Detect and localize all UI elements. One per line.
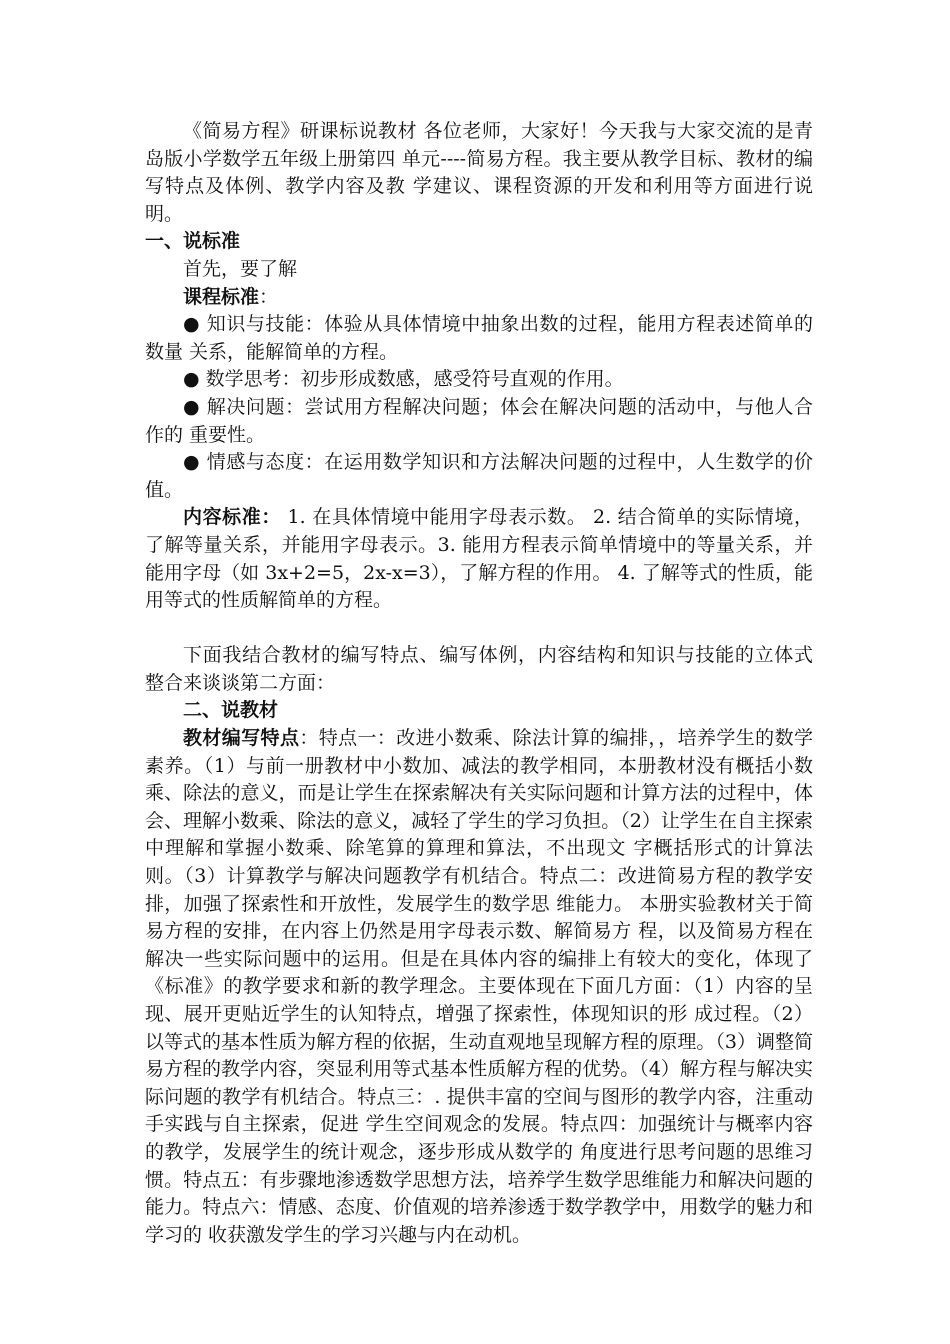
- textbook-features-paragraph: [145, 725, 813, 1249]
- bullet-math-thinking: ● 数学思考：初步形成数感，感受符号直观的作用。: [183, 368, 624, 391]
- content-standard-text: 1. 在具体情境中能用字母表示数。 2. 结合简单的实际情境，了解等量关系，并能用字母表示。3. 能用方程表示简单情境中的等量关系，并能用字母（如 3x+2=5，2x-x=3），了解方程的作用。 4. 了解等式的性质，能用等式的性质解简单的方程。: [145, 506, 813, 612]
- bullet-knowledge: ● 知识与技能：体验从具体情境中抽象出数的过程，能用方程表述简单的数量 关系，能解简单的方程。: [145, 313, 813, 363]
- bullet-problem-solving: ● 解决问题：尝试用方程解决问题；体会在解决问题的活动中，与他人合作的 重要性。: [145, 395, 813, 446]
- document-page: [145, 118, 813, 1249]
- section-2-heading: 二、说教材: [183, 699, 279, 722]
- curriculum-standard-colon: ：: [259, 285, 279, 308]
- content-standard-paragraph: [145, 504, 813, 614]
- content-standard-colon: ：: [261, 506, 281, 529]
- blank-line: [145, 615, 813, 643]
- intro-paragraph: 《简易方程》研课标说教材 各位老师，大家好！今天我与大家交流的是青岛版小学数学五年级上册第四 单元----简易方程。我主要从教学目标、教材的编写特点及体例、教学内容及教 学建议、课程资源的开发和利用等方面进行说明。: [145, 120, 813, 225]
- section-1-heading: 一、说标准: [145, 230, 241, 253]
- curriculum-standard-label: 课程标准: [183, 285, 260, 308]
- transition-paragraph: 下面我结合教材的编写特点、编写体例，内容结构和知识与技能的立体式 整合来谈谈第二方面：: [145, 644, 813, 694]
- first-line: 首先，要了解: [183, 257, 298, 280]
- textbook-features-colon: ：: [299, 727, 319, 750]
- bullet-emotion-attitude: ● 情感与态度：在运用数学知识和方法解决问题的过程中，人生数学的价值。: [145, 451, 813, 501]
- textbook-features-text: 特点一：改进小数乘、除法计算的编排，，培养学生的数学素养。（1）与前一册教材中小数加、减法的教学相同，本册教材没有概括小数乘、除法的意义，而是让学生在探索解决有关实际问题和计算方法的过程中，体会、理解小数乘、除法的意义，减轻了学生的学习负担。（2）让学生在自主探索中理解和掌握小数乘、除笔算的算理和算法，不出现文 字概括形式的计算法则。（3）计算教学与解决问题教学有机结合。特点二：改进简易方程的教学安排，加强了探索性和开放性，发展学生的数学思 维能力。 本册实验教材关于简易方程的安排，在内容上仍然是用字母表示数、解简易方 程，以及简易方程在解决一些实际问题中的运用。但是在具体内容的编排上有较大的变化，体现了《标准》的教学要求和新的教学理念。主要体现在下面几方面：（1）内容的呈现、展开更贴近学生的认知特点，增强了探索性，体现知识的形 成过程。（2）以等式的基本性质为解方程的依据，生动直观地呈现解方程的原理。（3）调整简易方程的教学内容，突显利用等式基本性质解方程的优势。（4）解方程与解决实际问题的教学有机结合。特点三：. 提供丰富的空间与图形的教学内容，注重动手实践与自主探索，促进 学生空间观念的发展。特点四：加强统计与概率内容的教学，发展学生的统计观念，逐步形成从数学的 角度进行思考问题的思维习惯。特点五：有步骤地渗透数学思想方法，培养学生数学思维能力和解决问题的能力。特点六：情感、态度、价值观的培养渗透于数学教学中，用数学的魅力和学习的 收获激发学生的学习兴趣与内在动机。: [145, 727, 813, 1246]
- textbook-features-label: 教材编写特点: [183, 727, 300, 750]
- content-standard-label: 内容标准: [183, 506, 262, 529]
- curriculum-standard-line: [145, 284, 813, 312]
